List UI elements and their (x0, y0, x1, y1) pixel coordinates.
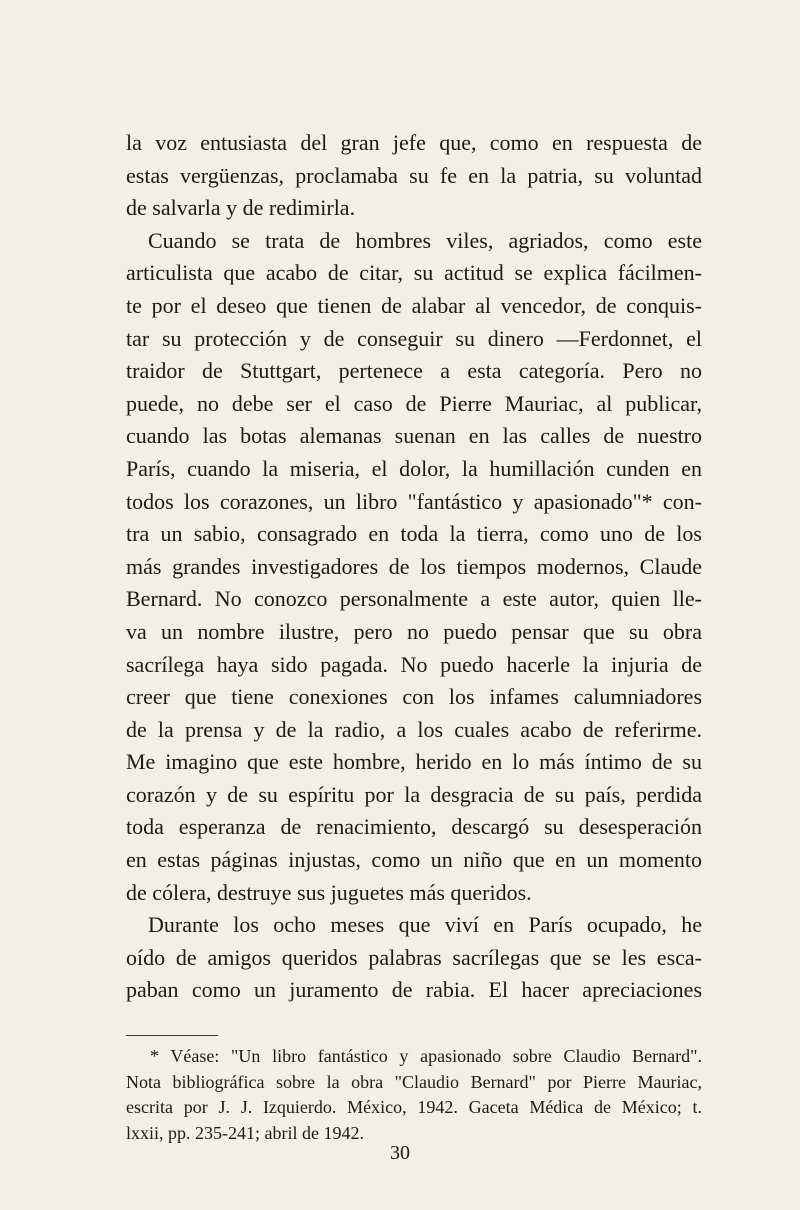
text-line: estas vergüenzas, proclamaba su fe en la patria, su voluntad (126, 162, 702, 188)
text-line: Durante los ocho meses que viví en París ocupado, he (148, 912, 702, 938)
text-line: Me imagino que este hombre, herido en lo más íntimo de su (126, 749, 702, 775)
text-line: Bernard. No conozco personalmente a este autor, quien lle- (126, 586, 702, 612)
text-line: más grandes investigadores de los tiempos modernos, Claude (126, 553, 702, 579)
text-line: va un nombre ilustre, pero no puedo pensar que su obra (126, 618, 702, 644)
text-line: articulista que acabo de citar, su actitud se explica fácilmen- (126, 260, 702, 286)
text-line: tra un sabio, consagrado en toda la tierra, como uno de los (126, 521, 702, 547)
footnote-line: escrita por J. J. Izquierdo. México, 1942. Gaceta Médica de México; t. (126, 1097, 702, 1117)
body-text (126, 127, 702, 1007)
footnote-line: lxxii, pp. 235-241; abril de 1942. (126, 1122, 364, 1143)
text-line: cuando las botas alemanas suenan en las calles de nuestro (126, 423, 702, 449)
text-line: corazón y de su espíritu por la desgracia de su país, perdida (126, 781, 702, 807)
text-line: todos los corazones, un libro "fantástico y apasionado"* con- (126, 488, 702, 514)
text-line: Cuando se trata de hombres viles, agriados, como este (148, 227, 702, 253)
text-line: en estas páginas injustas, como un niño que en un momento (126, 847, 702, 873)
text-line: toda esperanza de renacimiento, descargó su desesperación (126, 814, 702, 840)
text-line: de la prensa y de la radio, a los cuales acabo de referirme. (126, 716, 702, 742)
page-number: 30 (390, 1142, 410, 1164)
text-line: te por el deseo que tienen de alabar al vencedor, de conquis- (126, 292, 702, 318)
text-line: paban como un juramento de rabia. El hacer apreciaciones (126, 977, 702, 1003)
text-line: París, cuando la miseria, el dolor, la humillación cunden en (126, 455, 702, 481)
text-line: de salvarla y de redimirla. (126, 195, 356, 221)
footnote-rule (126, 1035, 218, 1036)
text-line: puede, no debe ser el caso de Pierre Mauriac, al publicar, (126, 390, 702, 416)
text-line: oído de amigos queridos palabras sacrílegas que se les esca- (126, 944, 702, 970)
text-line: de cólera, destruye sus juguetes más queridos. (126, 879, 532, 905)
footnote (126, 1044, 702, 1146)
text-line: creer que tiene conexiones con los infames calumniadores (126, 684, 702, 710)
footnote-line: Nota bibliográfica sobre la obra "Claudio Bernard" por Pierre Mauriac, (126, 1071, 702, 1092)
text-line: tar su protección y de conseguir su dinero —Ferdonnet, el (126, 325, 702, 351)
text-line: traidor de Stuttgart, pertenece a esta categoría. Pero no (126, 358, 702, 384)
text-line: sacrílega haya sido pagada. No puedo hacerle la injuria de (126, 651, 702, 677)
footnote-line: * Véase: "Un libro fantástico y apasionado sobre Claudio Bernard". (150, 1046, 702, 1066)
text-line: la voz entusiasta del gran jefe que, como en respuesta de (126, 130, 702, 155)
